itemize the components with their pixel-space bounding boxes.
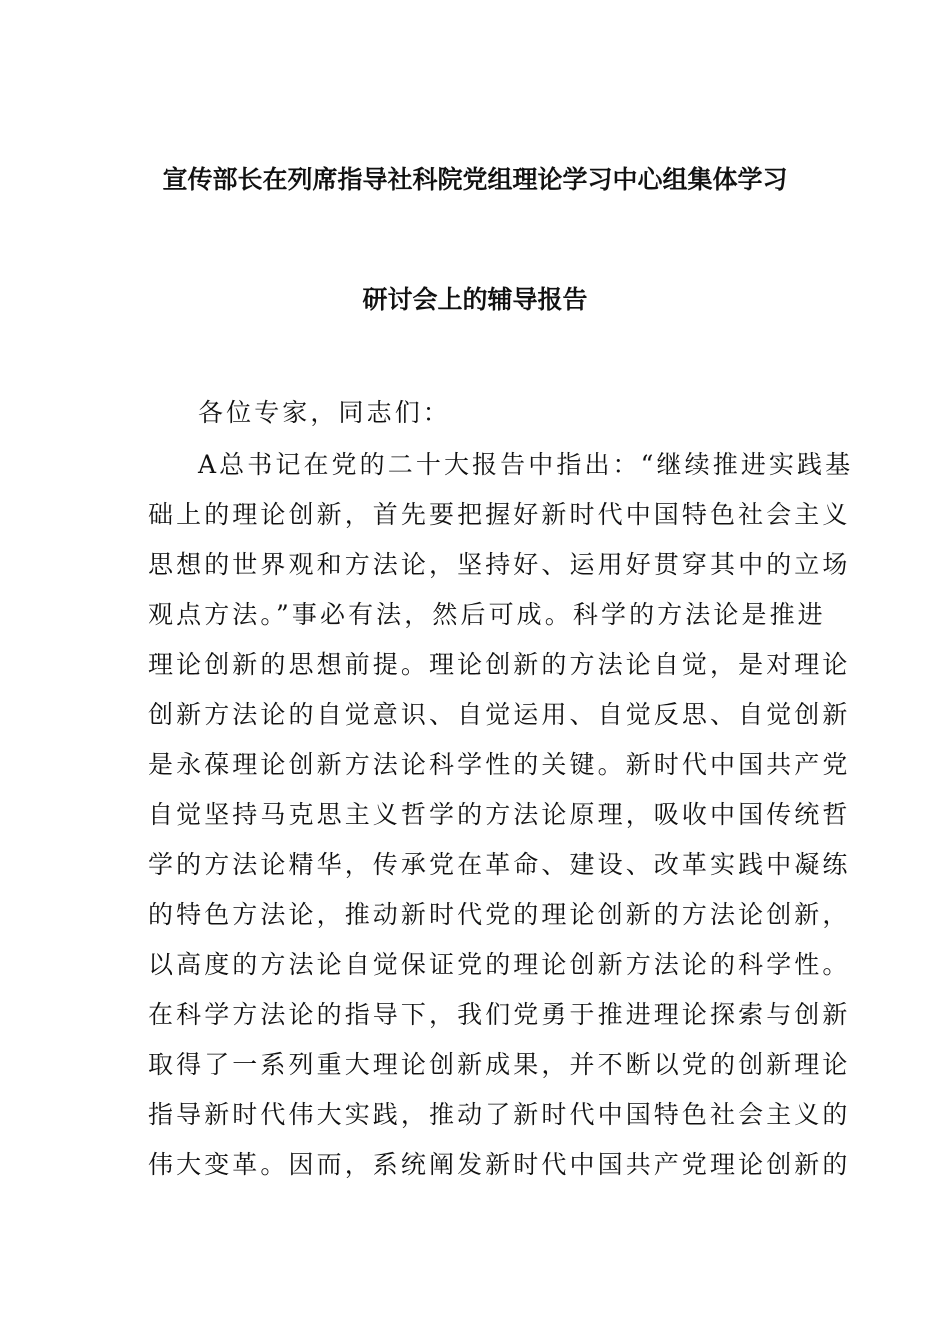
paragraph-line: 理论创新的思想前提。理论创新的方法论自觉，是对理论	[148, 650, 851, 679]
paragraph-line: 伟大变革。因而，系统阐发新时代中国共产党理论创新的	[148, 1150, 851, 1179]
paragraph-line: 以高度的方法论自觉保证党的理论创新方法论的科学性。	[148, 950, 851, 979]
document-title-line-2: 研讨会上的辅导报告	[362, 285, 588, 314]
paragraph-line: 取得了一系列重大理论创新成果，并不断以党的创新理论	[148, 1050, 851, 1079]
paragraph-line: 创新方法论的自觉意识、自觉运用、自觉反思、自觉创新	[148, 700, 851, 729]
paragraph-line: 自觉坚持马克思主义哲学的方法论原理，吸收中国传统哲	[148, 800, 851, 829]
paragraph-line: 础上的理论创新，首先要把握好新时代中国特色社会主义	[148, 500, 851, 529]
paragraph-line: 的特色方法论，推动新时代党的理论创新的方法论创新，	[148, 900, 851, 929]
paragraph-line: 指导新时代伟大实践，推动了新时代中国特色社会主义的	[148, 1100, 851, 1129]
paragraph-line: 学的方法论精华，传承党在革命、建设、改革实践中凝练	[148, 850, 851, 879]
document-title-line-1: 宣传部长在列席指导社科院党组理论学习中心组集体学习	[162, 165, 788, 194]
paragraph-line: 在科学方法论的指导下，我们党勇于推进理论探索与创新	[148, 1000, 851, 1029]
body-paragraph	[148, 440, 854, 1190]
paragraph-line: A总书记在党的二十大报告中指出：“继续推进实践基	[198, 450, 854, 479]
paragraph-line: 观点方法。”事必有法，然后可成。科学的方法论是推进	[148, 600, 826, 629]
paragraph-line: 思想的世界观和方法论，坚持好、运用好贯穿其中的立场	[148, 550, 851, 579]
salutation: 各位专家，同志们：	[198, 398, 451, 427]
paragraph-line: 是永葆理论创新方法论科学性的关键。新时代中国共产党	[148, 750, 851, 779]
